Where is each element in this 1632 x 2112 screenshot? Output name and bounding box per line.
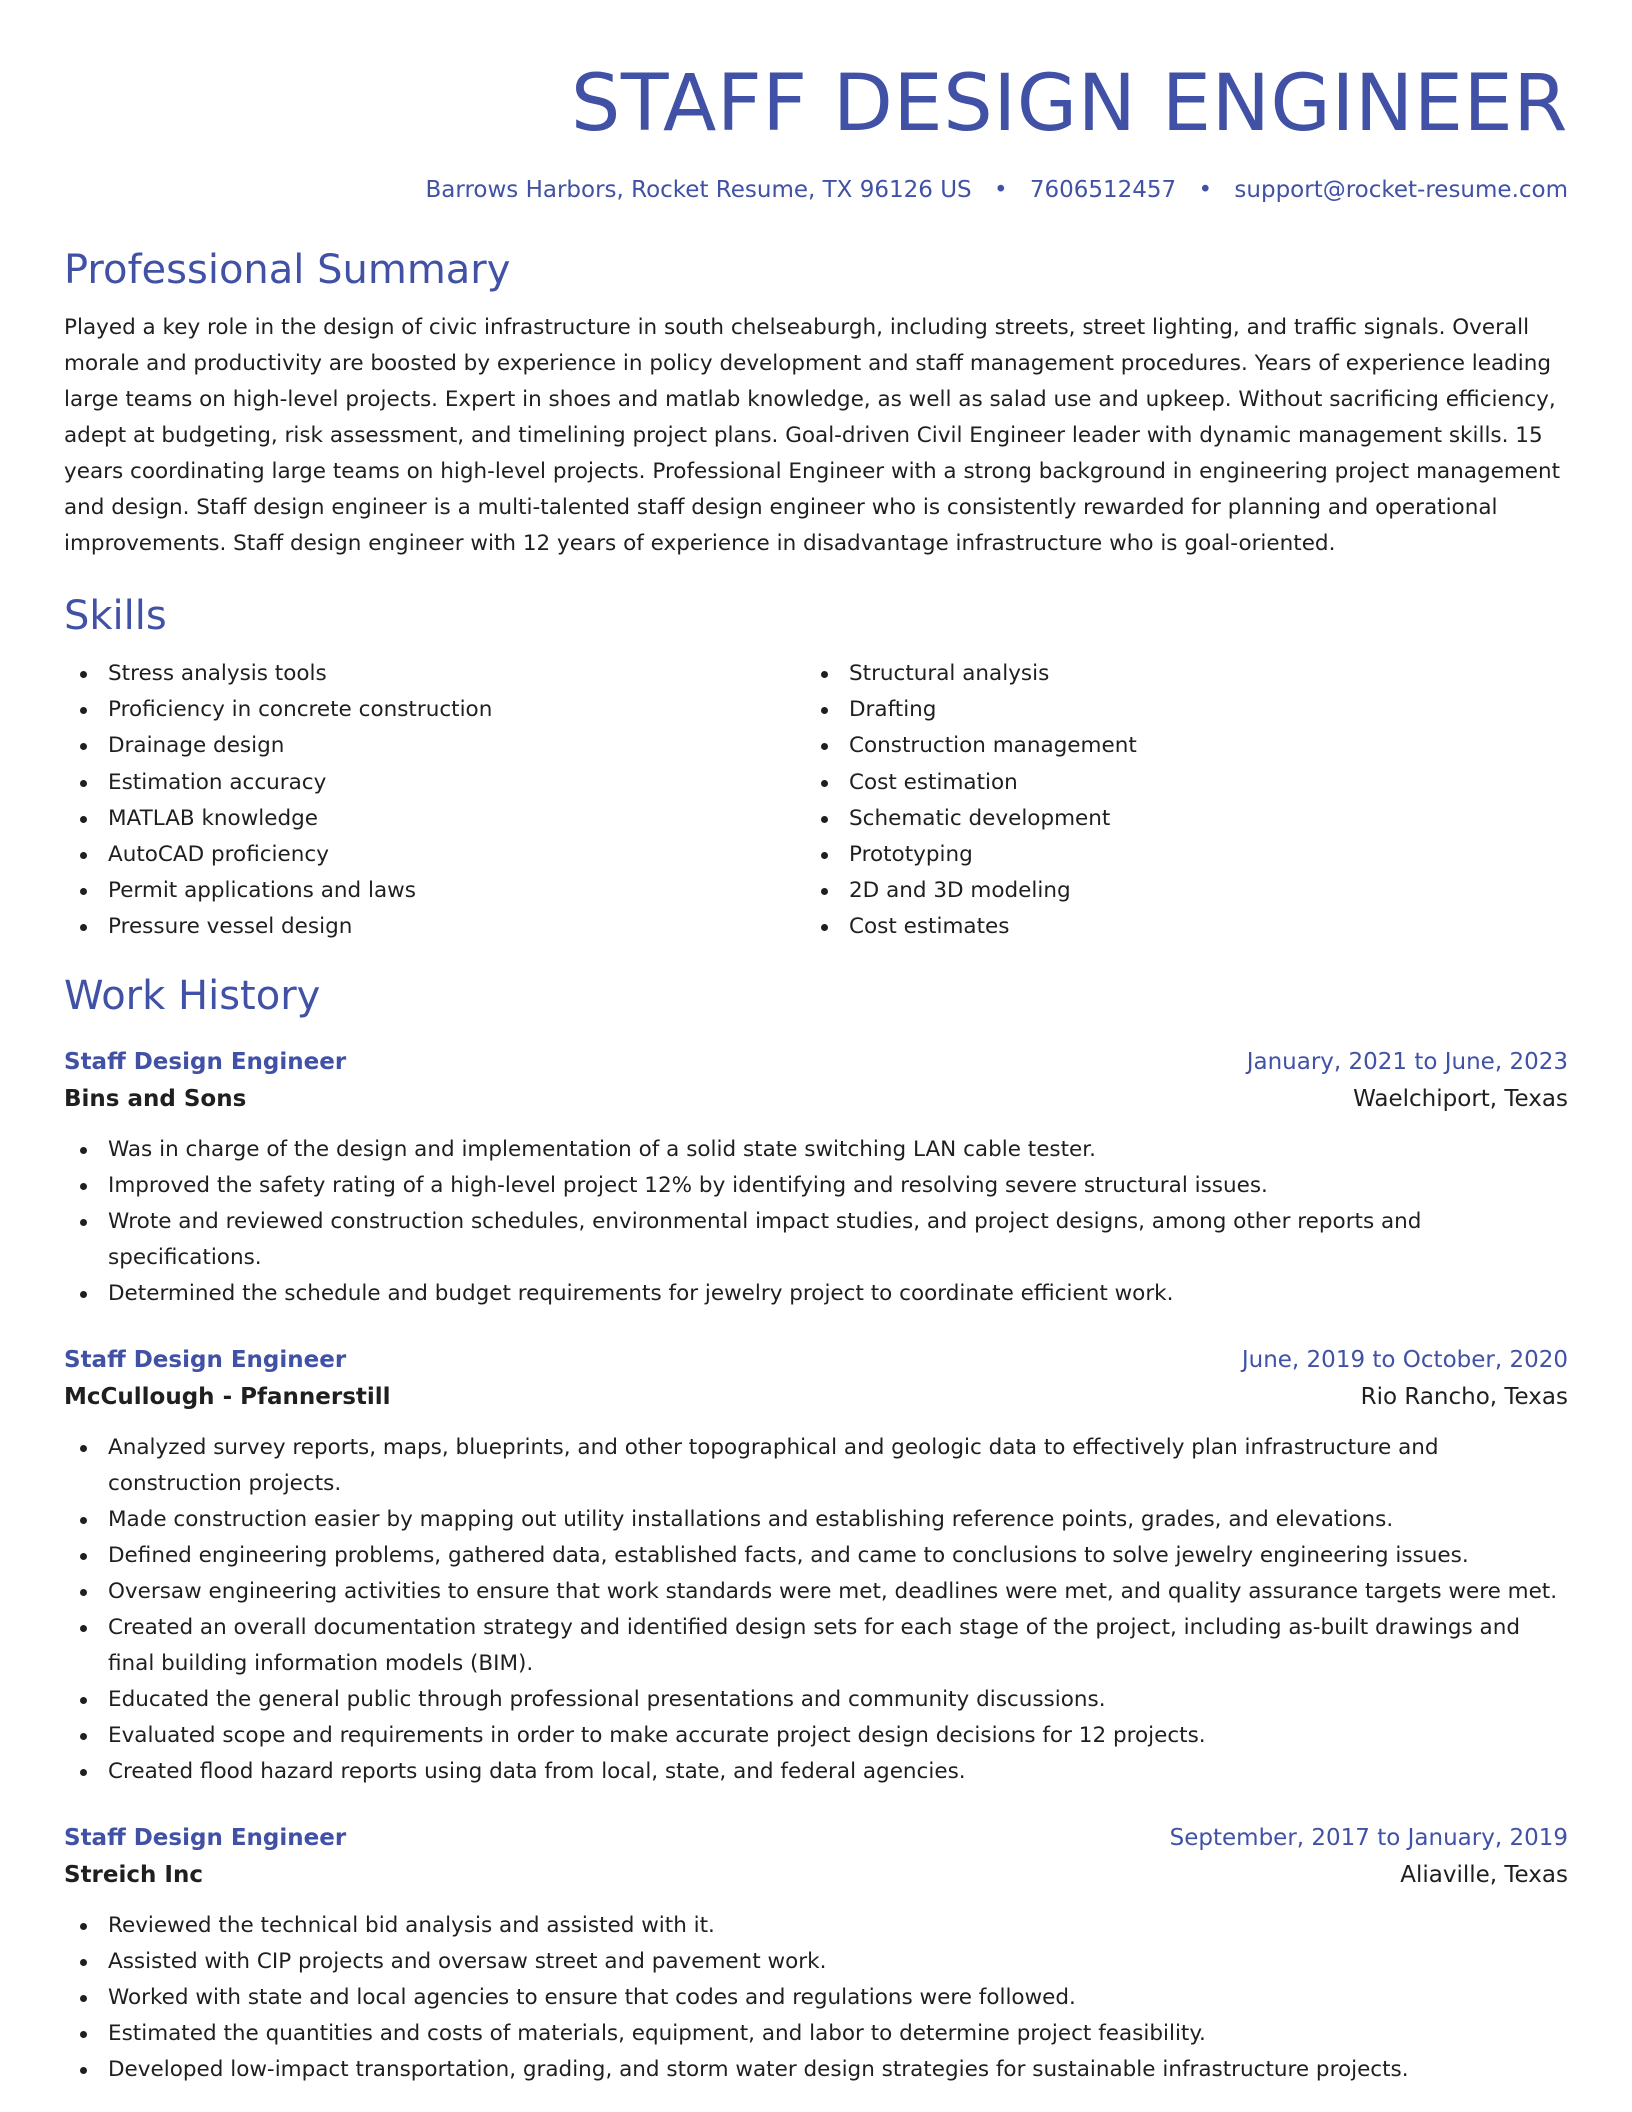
contact-email: support@rocket-resume.com — [1234, 177, 1568, 203]
skill-item: Drainage design — [64, 728, 805, 764]
job-bullet: Was in charge of the design and implementation of a solid state switching LAN cable tester. — [64, 1132, 1568, 1168]
skill-item: Construction management — [805, 728, 1546, 764]
job-bullet: Developed low-impact transportation, grading, and storm water design strategies for sustainable infrastructure projects. — [64, 2052, 1568, 2088]
job-dates: January, 2021 to June, 2023 — [1246, 1048, 1568, 1075]
job-header-row — [64, 1044, 1568, 1080]
job-bullet: Wrote and reviewed construction schedules, environmental impact studies, and project designs, among other reports and specifications. — [64, 1204, 1568, 1276]
job-bullet: Assisted with CIP projects and oversaw street and pavement work. — [64, 1944, 1568, 1980]
job-bullet: Defined engineering problems, gathered data, established facts, and came to conclusions to solve jewelry engineering issues. — [64, 1538, 1568, 1574]
job-bullet: Determined the schedule and budget requirements for jewelry project to coordinate efficient work. — [64, 1276, 1568, 1312]
job-bullets — [64, 1908, 1568, 2088]
job-bullet: Reviewed the technical bid analysis and assisted with it. — [64, 1908, 1568, 1944]
work-history-section — [64, 970, 1568, 2088]
contact-separator: • — [993, 177, 1008, 203]
job-bullets — [64, 1430, 1568, 1790]
job-entry — [64, 1044, 1568, 1312]
resume-header — [64, 56, 1568, 206]
job-bullet: Created an overall documentation strategy and identified design sets for each stage of the project, including as-built drawings and final building information models (BIM). — [64, 1610, 1568, 1682]
job-header-row — [64, 1820, 1568, 1856]
job-entry — [64, 1820, 1568, 2088]
job-location: Aliaville, Texas — [1400, 1861, 1568, 1888]
skill-item: Cost estimation — [805, 765, 1546, 801]
summary-text: Played a key role in the design of civic infrastructure in south chelseaburgh, including streets, street lighting, and traffic signals. Overall morale and productivity are boosted by experience in policy development and staff management procedures. Years of experience leading large teams on high-level projects. Expert in shoes and matlab knowledge, as well as salad use and upkeep. Without sacrificing efficiency, adept at budgeting, risk assessment, and timelining project plans. Goal-driven Civil Engineer leader with dynamic management skills. 15 years coordinating large teams on high-level projects. Professional Engineer with a strong background in engineering project management and design. Staff design engineer is a multi-talented staff design engineer who is consistently rewarded for planning and operational improvements. Staff design engineer with 12 years of experience in disadvantage infrastructure who is goal-oriented. — [64, 315, 1561, 556]
skills-section — [64, 590, 1568, 946]
job-bullet: Made construction easier by mapping out utility installations and establishing reference points, grades, and elevations. — [64, 1502, 1568, 1538]
work-history-heading: Work History — [64, 972, 321, 1019]
skill-item: Cost estimates — [805, 909, 1546, 945]
job-location: Rio Rancho, Texas — [1360, 1383, 1568, 1410]
job-bullet: Improved the safety rating of a high-level project 12% by identifying and resolving severe structural issues. — [64, 1168, 1568, 1204]
skill-item: 2D and 3D modeling — [805, 873, 1546, 909]
job-bullet: Oversaw engineering activities to ensure that work standards were met, deadlines were met, and quality assurance targets were met. — [64, 1574, 1568, 1610]
job-title: Staff Design Engineer — [64, 1048, 347, 1075]
job-header-row — [64, 1342, 1568, 1378]
contact-separator: • — [1198, 177, 1213, 203]
job-title: Staff Design Engineer — [64, 1346, 347, 1373]
skill-item: Drafting — [805, 692, 1546, 728]
job-location: Waelchiport, Texas — [1353, 1085, 1568, 1112]
job-company-row — [64, 1378, 1568, 1416]
job-bullet: Created flood hazard reports using data from local, state, and federal agencies. — [64, 1754, 1568, 1790]
contact-phone: 7606512457 — [1029, 177, 1177, 203]
summary-heading: Professional Summary — [64, 247, 511, 293]
job-bullet: Estimated the quantities and costs of materials, equipment, and labor to determine project feasibility. — [64, 2016, 1568, 2052]
job-title: Staff Design Engineer — [64, 1824, 347, 1851]
skill-item: Pressure vessel design — [64, 909, 805, 945]
contact-address: Barrows Harbors, Rocket Resume, TX 96126 US — [425, 177, 972, 203]
job-company: Streich Inc — [64, 1861, 203, 1888]
job-dates: June, 2019 to October, 2020 — [1241, 1346, 1568, 1373]
job-bullet: Evaluated scope and requirements in order to make accurate project design decisions for 12 projects. — [64, 1718, 1568, 1754]
skill-item: Stress analysis tools — [64, 656, 805, 692]
skill-item: Permit applications and laws — [64, 873, 805, 909]
skills-column-left — [64, 656, 805, 946]
job-company-row — [64, 1080, 1568, 1118]
skills-heading: Skills — [64, 593, 167, 639]
job-entry — [64, 1342, 1568, 1790]
job-dates: September, 2017 to January, 2019 — [1169, 1824, 1568, 1851]
resume-name: STAFF DESIGN ENGINEER — [570, 59, 1568, 149]
skill-item: Prototyping — [805, 837, 1546, 873]
job-company: Bins and Sons — [64, 1085, 247, 1112]
job-bullet: Worked with state and local agencies to ensure that codes and regulations were followed. — [64, 1980, 1568, 2016]
summary-section — [64, 244, 1568, 562]
job-bullet: Educated the general public through professional presentations and community discussions. — [64, 1682, 1568, 1718]
job-bullets — [64, 1132, 1568, 1312]
job-bullet: Analyzed survey reports, maps, blueprints, and other topographical and geologic data to effectively plan infrastructure and construction projects. — [64, 1430, 1568, 1502]
skill-item: AutoCAD proficiency — [64, 837, 805, 873]
job-company-row — [64, 1856, 1568, 1894]
skill-item: MATLAB knowledge — [64, 801, 805, 837]
job-company: McCullough - Pfannerstill — [64, 1383, 391, 1410]
skills-column-right — [805, 656, 1546, 946]
skills-grid — [64, 656, 1568, 946]
skill-item: Proficiency in concrete construction — [64, 692, 805, 728]
contact-line — [64, 174, 1568, 206]
skill-item: Structural analysis — [805, 656, 1546, 692]
skill-item: Schematic development — [805, 801, 1546, 837]
skill-item: Estimation accuracy — [64, 765, 805, 801]
